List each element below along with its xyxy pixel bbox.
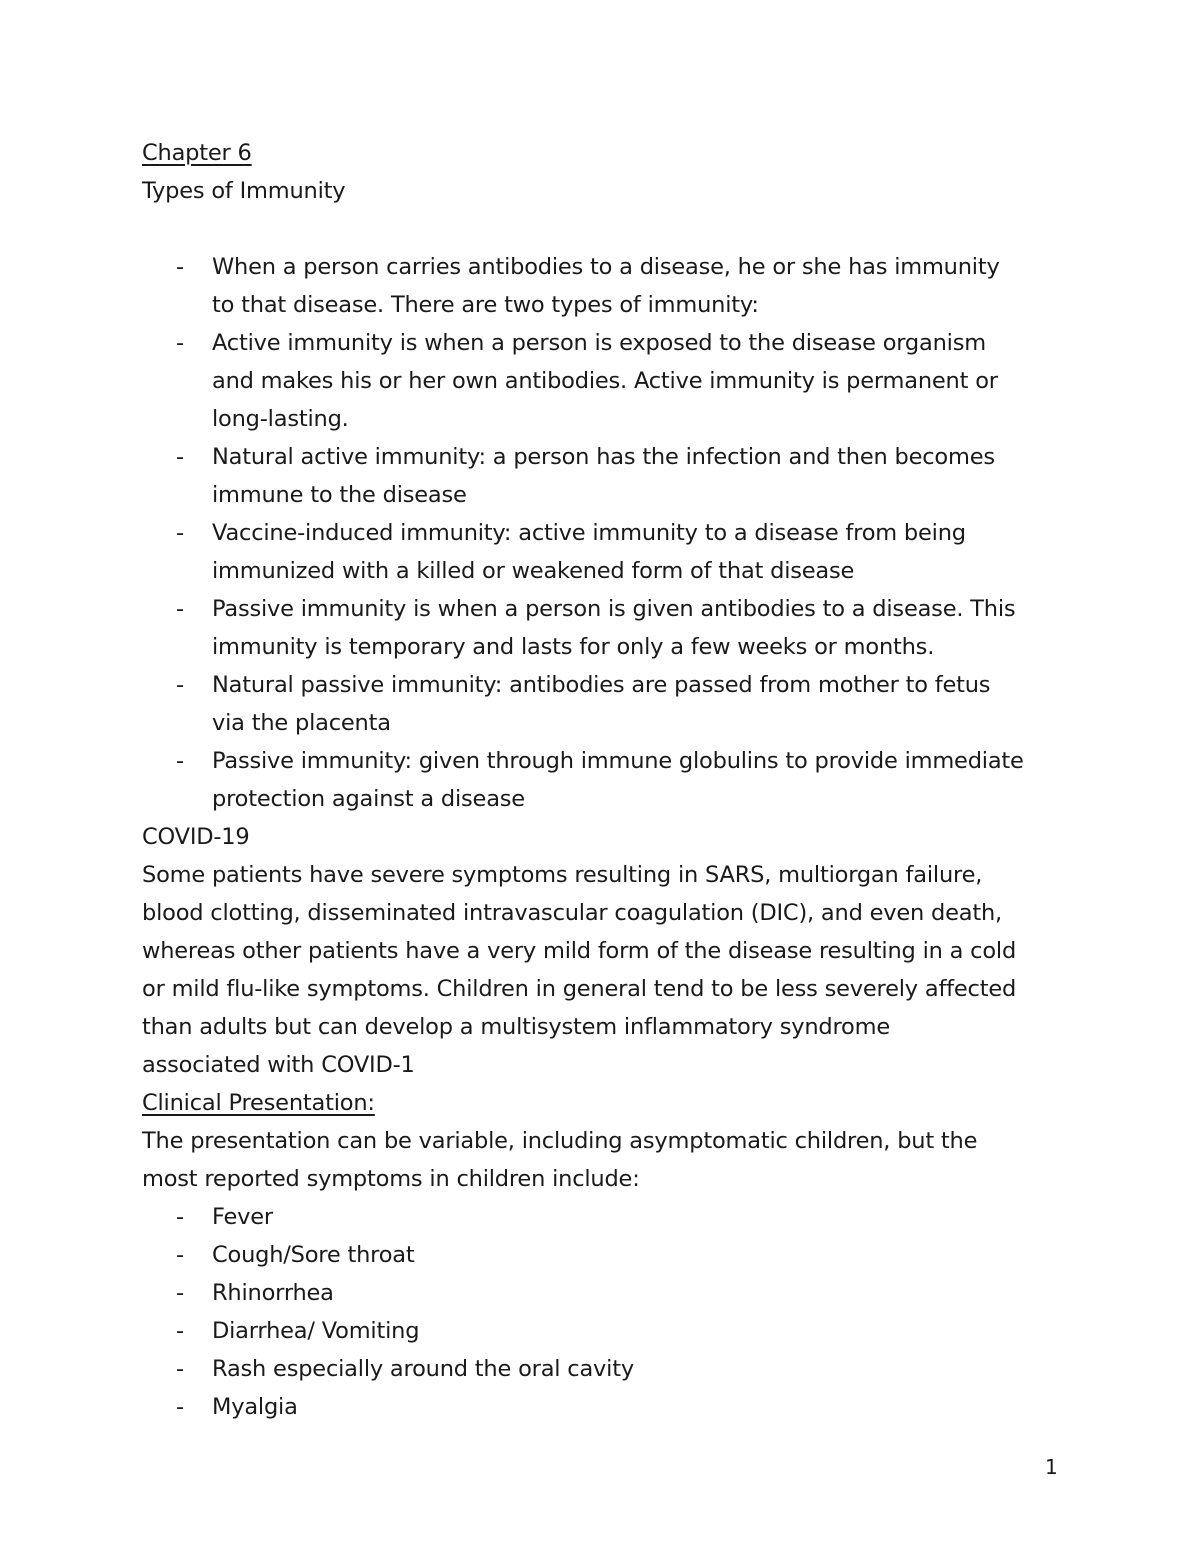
list-item-text: Vaccine-induced immunity: active immunity to a disease from being immunized with a killed or weakened form of that disease [212,520,966,584]
bullet-dash: - [176,1204,184,1230]
clinical-intro: The presentation can be variable, including asymptomatic children, but the most reported symptoms in children include: [142,1128,978,1192]
bullet-dash: - [176,1356,184,1382]
bullet-dash: - [176,330,184,356]
clinical-presentation-heading: Clinical Presentation: [142,1090,375,1116]
list-item-text: Passive immunity: given through immune globulins to provide immediate protection against a disease [212,748,1024,812]
symptom-text: Cough/Sore throat [212,1242,415,1268]
list-item [142,1312,1072,1350]
bullet-dash: - [176,1280,184,1306]
immunity-list [142,248,1072,818]
bullet-dash: - [176,1318,184,1344]
list-item [142,438,1072,514]
bullet-dash: - [176,1394,184,1420]
list-item-text: Active immunity is when a person is exposed to the disease organism and makes his or her own antibodies. Active immunity is permanent or long-lasting. [212,330,998,432]
list-item [142,324,1072,438]
list-item [142,1350,1072,1388]
symptom-text: Rhinorrhea [212,1280,334,1306]
list-item [142,1274,1072,1312]
bullet-dash: - [176,596,184,622]
section-title: Types of Immunity [142,178,346,204]
list-item-text: When a person carries antibodies to a disease, he or she has immunity to that disease. There are two types of immunity: [212,254,1000,318]
bullet-dash: - [176,672,184,698]
page-content [142,134,1072,1426]
symptom-text: Rash especially around the oral cavity [212,1356,634,1382]
chapter-title: Chapter 6 [142,140,252,166]
bullet-dash: - [176,1242,184,1268]
list-item [142,666,1072,742]
symptom-list [142,1198,1072,1426]
symptom-text: Fever [212,1204,273,1230]
covid-paragraph: Some patients have severe symptoms resulting in SARS, multiorgan failure, blood clotting, disseminated intravascular coagulation (DIC), and even death, whereas other patients have a very mild form of the disease resulting in a cold or mild flu-like symptoms. Children in general tend to be less severely affected than adults but can develop a multisystem inflammatory syndrome associated with COVID-1 [142,862,1017,1078]
list-item-text: Natural passive immunity: antibodies are passed from mother to fetus via the placenta [212,672,991,736]
list-item [142,514,1072,590]
list-item [142,1198,1072,1236]
blank-line [142,210,1072,248]
symptom-text: Myalgia [212,1394,298,1420]
bullet-dash: - [176,748,184,774]
bullet-dash: - [176,444,184,470]
list-item-text: Passive immunity is when a person is given antibodies to a disease. This immunity is temporary and lasts for only a few weeks or months. [212,596,1016,660]
covid-heading: COVID-19 [142,824,250,850]
page-number: 1 [1045,1455,1058,1479]
list-item [142,1236,1072,1274]
list-item [142,1388,1072,1426]
list-item [142,742,1072,818]
list-item [142,248,1072,324]
bullet-dash: - [176,520,184,546]
symptom-text: Diarrhea/ Vomiting [212,1318,420,1344]
list-item [142,590,1072,666]
bullet-dash: - [176,254,184,280]
list-item-text: Natural active immunity: a person has the infection and then becomes immune to the disease [212,444,995,508]
